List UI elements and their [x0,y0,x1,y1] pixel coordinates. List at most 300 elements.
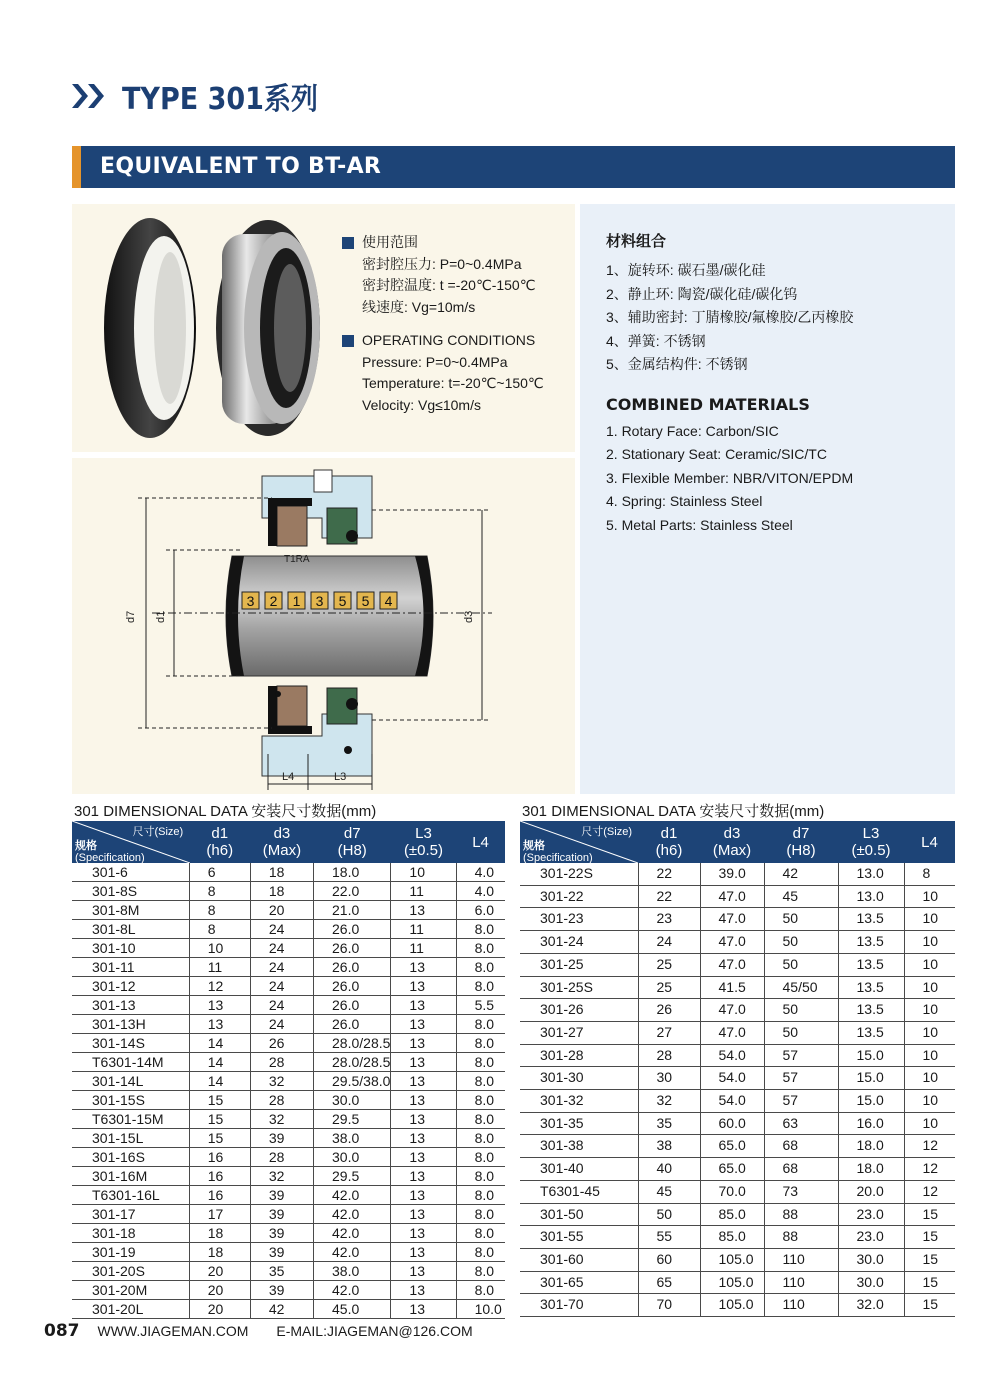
value-cell: 39 [250,1224,313,1243]
spec-cell: 301-25S [520,976,638,999]
value-cell: 8 [189,920,250,939]
value-cell: 85.0 [700,1226,764,1249]
spec-cell: 301-70 [520,1294,638,1317]
conditions-en-line: Velocity: Vg≤10m/s [362,396,481,413]
value-cell: 11 [189,958,250,977]
spec-cell: 301-15S [72,1091,189,1110]
value-cell: 25 [638,976,700,999]
value-cell: 24 [638,931,700,954]
square-bullet-icon [342,237,354,249]
value-cell: 18.0 [838,1158,904,1181]
value-cell: 8.0 [456,1110,505,1129]
value-cell: 47.0 [700,908,764,931]
value-cell: 20 [189,1281,250,1300]
materials-en-line: 4. Spring: Stainless Steel [606,493,763,509]
dim-label-d1: d1 [155,610,167,623]
spec-cell: 301-16M [72,1167,189,1186]
spec-cell: 301-12 [72,977,189,996]
materials-cn-heading: 材料组合 [606,233,667,250]
part-number-label: 4 [384,593,393,609]
value-cell: 57 [764,1044,838,1067]
spec-cell: 301-17 [72,1205,189,1224]
value-cell: 24 [250,920,313,939]
value-cell: 55 [638,1226,700,1249]
value-cell: 17 [189,1205,250,1224]
value-cell: 20 [189,1300,250,1319]
value-cell: 28 [638,1044,700,1067]
value-cell: 8.0 [456,1072,505,1091]
spec-cell: 301-8L [72,920,189,939]
table-row [520,1135,955,1158]
value-cell: 13 [391,1262,456,1281]
value-cell: 6 [189,863,250,882]
value-cell: 47.0 [700,953,764,976]
value-cell: 14 [189,1053,250,1072]
value-cell: 50 [764,908,838,931]
table-row [72,939,505,958]
value-cell: 10 [904,1021,955,1044]
value-cell: 15 [904,1271,955,1294]
value-cell: 40 [638,1158,700,1181]
value-cell: 22 [638,863,700,885]
value-cell: 26 [638,999,700,1022]
value-cell: 10 [904,953,955,976]
value-cell: 45.0 [314,1300,391,1319]
spec-cell: 301-35 [520,1112,638,1135]
value-cell: 60 [638,1248,700,1271]
footer [44,1321,473,1341]
value-cell: 110 [764,1271,838,1294]
conditions-en-line: Temperature: t=-20℃~150℃ [362,375,544,391]
spec-en-header: (Specification) [75,852,145,864]
value-cell: 50 [638,1203,700,1226]
spec-cell: 301-10 [72,939,189,958]
value-cell: 13.5 [838,1021,904,1044]
value-cell: 29.5 [314,1167,391,1186]
value-cell: 15.0 [838,1044,904,1067]
value-cell: 13 [391,977,456,996]
table-row [520,1112,955,1135]
value-cell: 45/50 [764,976,838,999]
spec-cell: 301-27 [520,1021,638,1044]
value-cell: 10.0 [456,1300,505,1319]
materials-en-line: 5. Metal Parts: Stainless Steel [606,516,793,533]
table-row [520,1226,955,1249]
value-cell: 13 [391,1091,456,1110]
table-row [520,1294,955,1317]
value-cell: 30.0 [838,1271,904,1294]
conditions-cn-line: 密封腔压力: P=0~0.4MPa [362,255,522,272]
value-cell: 28.0/28.5 [314,1034,391,1053]
spec-cell: 301-15L [72,1129,189,1148]
value-cell: 14 [189,1072,250,1091]
value-cell: 60.0 [700,1112,764,1135]
value-cell: 8.0 [456,1129,505,1148]
value-cell: 105.0 [700,1248,764,1271]
value-cell: 22.0 [314,882,391,901]
value-cell: 26.0 [314,996,391,1015]
spec-cell: 301-16S [72,1148,189,1167]
value-cell: 8.0 [456,958,505,977]
value-cell: 13 [391,1281,456,1300]
table-row [72,1243,505,1262]
value-cell: 50 [764,953,838,976]
value-cell: 26.0 [314,977,391,996]
value-cell: 10 [904,885,955,908]
value-cell: 13.5 [838,953,904,976]
value-cell: 28 [250,1053,313,1072]
value-cell: 39 [250,1243,313,1262]
value-cell: 68 [764,1135,838,1158]
column-header: L3 (±0.5) [391,821,456,863]
value-cell: 21.0 [314,901,391,920]
value-cell: 42.0 [314,1243,391,1262]
value-cell: 13 [391,1167,456,1186]
value-cell: 13.5 [838,976,904,999]
value-cell: 25 [638,953,700,976]
value-cell: 110 [764,1294,838,1317]
table-row [72,1129,505,1148]
left-dimension-table [72,821,505,1319]
part-number-label: 3 [315,593,324,609]
value-cell: 47.0 [700,999,764,1022]
value-cell: 10 [904,1112,955,1135]
value-cell: 47.0 [700,931,764,954]
spec-cell: 301-18 [72,1224,189,1243]
part-number-label: 1 [292,593,301,609]
value-cell: 29.5/38.0 [314,1072,391,1091]
value-cell: 54.0 [700,1044,764,1067]
value-cell: 15 [189,1110,250,1129]
spec-cell: 301-32 [520,1090,638,1113]
column-header: L3 (±0.5) [838,821,904,863]
value-cell: 4.0 [456,882,505,901]
table-row [72,920,505,939]
table-row [520,885,955,908]
value-cell: 8.0 [456,1015,505,1034]
value-cell: 23.0 [838,1203,904,1226]
value-cell: 41.5 [700,976,764,999]
value-cell: 5.5 [456,996,505,1015]
value-cell: 13 [391,1148,456,1167]
value-cell: 16 [189,1148,250,1167]
value-cell: 8.0 [456,1053,505,1072]
value-cell: 13.5 [838,908,904,931]
value-cell: 13 [391,1072,456,1091]
column-header: d7 (H8) [314,821,391,863]
spec-cell: 301-24 [520,931,638,954]
spec-cell: 301-60 [520,1248,638,1271]
value-cell: 8 [904,863,955,885]
table-row [72,1167,505,1186]
spec-cell: 301-8S [72,882,189,901]
value-cell: 24 [250,996,313,1015]
table-row [520,953,955,976]
value-cell: 12 [904,1180,955,1203]
dim-label-d3: d3 [463,610,475,623]
value-cell: 50 [764,999,838,1022]
column-header: d3 (Max) [250,821,313,863]
value-cell: 42 [764,863,838,885]
value-cell: 13 [391,1129,456,1148]
double-chevron-icon [72,82,108,110]
value-cell: 54.0 [700,1067,764,1090]
value-cell: 13 [189,1015,250,1034]
spec-cell: 301-55 [520,1226,638,1249]
table-row [520,931,955,954]
value-cell: 10 [391,863,456,882]
value-cell: 38.0 [314,1262,391,1281]
materials-cn-line: 5、金属结构件: 不锈钢 [606,356,748,372]
value-cell: 18 [189,1224,250,1243]
value-cell: 10 [904,1090,955,1113]
materials-cn-line: 2、静止环: 陶瓷/碳化硅/碳化钨 [606,285,798,302]
value-cell: 13 [391,1300,456,1319]
spec-cell: 301-50 [520,1203,638,1226]
value-cell: 8.0 [456,1262,505,1281]
value-cell: 39 [250,1281,313,1300]
column-header: d3 (Max) [700,821,764,863]
value-cell: 18 [189,1243,250,1262]
spec-cell: 301-22S [520,863,638,885]
value-cell: 13 [391,1015,456,1034]
value-cell: 15.0 [838,1067,904,1090]
spec-cell: 301-20M [72,1281,189,1300]
table-row [520,1090,955,1113]
value-cell: 110 [764,1248,838,1271]
value-cell: 16 [189,1167,250,1186]
value-cell: 42.0 [314,1281,391,1300]
materials-list [606,230,853,537]
value-cell: 13 [391,1034,456,1053]
part-number-label: 2 [269,593,278,609]
column-header: L4 [904,821,955,863]
technical-drawing-panel [72,458,575,794]
part-number-label: 5 [361,593,370,609]
table-row [72,958,505,977]
left-table-caption: 301 DIMENSIONAL DATA 安装尺寸数据(mm) [74,803,377,820]
value-cell: 65.0 [700,1135,764,1158]
right-dimension-table [520,821,955,1317]
table-row [520,999,955,1022]
value-cell: 8.0 [456,1186,505,1205]
value-cell: 18 [250,882,313,901]
value-cell: 57 [764,1067,838,1090]
value-cell: 26.0 [314,1015,391,1034]
value-cell: 12 [904,1158,955,1181]
spec-cell: 301-14L [72,1072,189,1091]
value-cell: 27 [638,1021,700,1044]
value-cell: 24 [250,958,313,977]
table-row [72,1110,505,1129]
value-cell: 32 [250,1110,313,1129]
table-row [72,1281,505,1300]
value-cell: 42.0 [314,1205,391,1224]
value-cell: 8.0 [456,977,505,996]
page-number: 087 [44,1321,80,1341]
dim-label-d7: d7 [125,610,137,623]
materials-cn-line: 1、旋转环: 碳石墨/碳化硅 [606,262,766,278]
table-row [72,901,505,920]
spec-cell: 301-26 [520,999,638,1022]
value-cell: 13.5 [838,999,904,1022]
value-cell: 12 [189,977,250,996]
value-cell: 30.0 [314,1091,391,1110]
value-cell: 15.0 [838,1090,904,1113]
materials-cn-line: 4、弹簧: 不锈钢 [606,332,706,349]
value-cell: 42 [250,1300,313,1319]
value-cell: 15 [904,1294,955,1317]
table-row [72,1053,505,1072]
table-row [520,1180,955,1203]
value-cell: 15 [904,1226,955,1249]
value-cell: 26 [250,1034,313,1053]
value-cell: 30 [638,1067,700,1090]
value-cell: 26.0 [314,920,391,939]
value-cell: 13 [391,996,456,1015]
table-row [72,1034,505,1053]
conditions-cn-heading: 使用范围 [362,234,418,250]
value-cell: 15 [189,1091,250,1110]
value-cell: 38 [638,1135,700,1158]
table-row [72,1091,505,1110]
value-cell: 15 [904,1248,955,1271]
part-number-label: 5 [338,593,347,609]
value-cell: 28 [250,1091,313,1110]
conditions-cn-line: 线速度: Vg=10m/s [362,298,476,315]
table-row [72,1224,505,1243]
spec-cell: 301-40 [520,1158,638,1181]
value-cell: 14 [189,1034,250,1053]
value-cell: 10 [904,1067,955,1090]
value-cell: 85.0 [700,1203,764,1226]
value-cell: 45 [764,885,838,908]
website-link[interactable]: WWW.JIAGEMAN.COM [97,1323,249,1339]
value-cell: 4.0 [456,863,505,882]
table-row [72,1015,505,1034]
value-cell: 65 [638,1271,700,1294]
table-header-row [520,821,955,863]
value-cell: 24 [250,939,313,958]
value-cell: 39 [250,1129,313,1148]
spec-header-cell [520,821,638,863]
table-row [520,1044,955,1067]
table-row [520,908,955,931]
table-row [520,976,955,999]
value-cell: 13 [189,996,250,1015]
value-cell: 13 [391,1243,456,1262]
section-band [72,146,955,188]
value-cell: 47.0 [700,1021,764,1044]
spec-cell: 301-14S [72,1034,189,1053]
value-cell: 15 [189,1129,250,1148]
spec-cell: T6301-14M [72,1053,189,1072]
spec-cn-header: 规格 [523,840,545,852]
table-header-row [72,821,505,863]
spec-cell: 301-28 [520,1044,638,1067]
value-cell: 8.0 [456,1281,505,1300]
value-cell: 70 [638,1294,700,1317]
value-cell: 35 [638,1112,700,1135]
page-title-text: TYPE 301系列 [122,82,318,117]
value-cell: 13 [391,1205,456,1224]
right-table-caption: 301 DIMENSIONAL DATA 安装尺寸数据(mm) [522,803,825,820]
value-cell: 45 [638,1180,700,1203]
column-header: d1 (h6) [189,821,250,863]
value-cell: 18.0 [838,1135,904,1158]
band-title: EQUIVALENT TO BT-AR [100,154,382,179]
table-row [72,996,505,1015]
seal-cross-section-drawing [72,458,575,794]
spec-cell: 301-19 [72,1243,189,1262]
column-header: d1 (h6) [638,821,700,863]
value-cell: 20.0 [838,1180,904,1203]
value-cell: 65.0 [700,1158,764,1181]
table-row [72,1300,505,1319]
value-cell: 22 [638,885,700,908]
value-cell: 10 [904,1044,955,1067]
dim-label-l4: L4 [282,771,295,783]
spec-cell: 301-30 [520,1067,638,1090]
value-cell: 54.0 [700,1090,764,1113]
size-header: 尺寸(Size) [132,826,184,838]
materials-en-line: 3. Flexible Member: NBR/VITON/EPDM [606,469,854,486]
value-cell: 39 [250,1186,313,1205]
value-cell: 8 [189,882,250,901]
seat-label: T1RA [284,554,310,565]
spec-cell: T6301-15M [72,1110,189,1129]
value-cell: 15 [904,1203,955,1226]
spec-header-cell [72,821,189,863]
value-cell: 73 [764,1180,838,1203]
value-cell: 38.0 [314,1129,391,1148]
spec-cell: 301-20L [72,1300,189,1319]
spec-cell: 301-65 [520,1271,638,1294]
table-row [520,1067,955,1090]
value-cell: 35 [250,1262,313,1281]
value-cell: 32 [250,1167,313,1186]
email-link[interactable]: E-MAIL:JIAGEMAN@126.COM [276,1323,473,1339]
table-row [72,1262,505,1281]
table-row [520,1158,955,1181]
table-row [520,1248,955,1271]
value-cell: 12 [904,1135,955,1158]
column-header: L4 [456,821,505,863]
value-cell: 10 [189,939,250,958]
table-row [72,1148,505,1167]
value-cell: 11 [391,920,456,939]
value-cell: 47.0 [700,885,764,908]
table-row [520,1271,955,1294]
materials-en-line: 1. Rotary Face: Carbon/SIC [606,422,779,439]
value-cell: 88 [764,1226,838,1249]
conditions-cn-line: 密封腔温度: t =-20℃-150℃ [362,277,536,293]
value-cell: 32.0 [838,1294,904,1317]
value-cell: 32 [638,1090,700,1113]
spec-cell: 301-20S [72,1262,189,1281]
value-cell: 13 [391,1053,456,1072]
value-cell: 10 [904,931,955,954]
page-title [72,74,340,118]
value-cell: 39.0 [700,863,764,885]
value-cell: 70.0 [700,1180,764,1203]
value-cell: 8.0 [456,1148,505,1167]
value-cell: 26.0 [314,939,391,958]
value-cell: 20 [250,901,313,920]
spec-cell: 301-6 [72,863,189,882]
table-row [72,1205,505,1224]
spec-en-header: (Specification) [523,852,593,864]
